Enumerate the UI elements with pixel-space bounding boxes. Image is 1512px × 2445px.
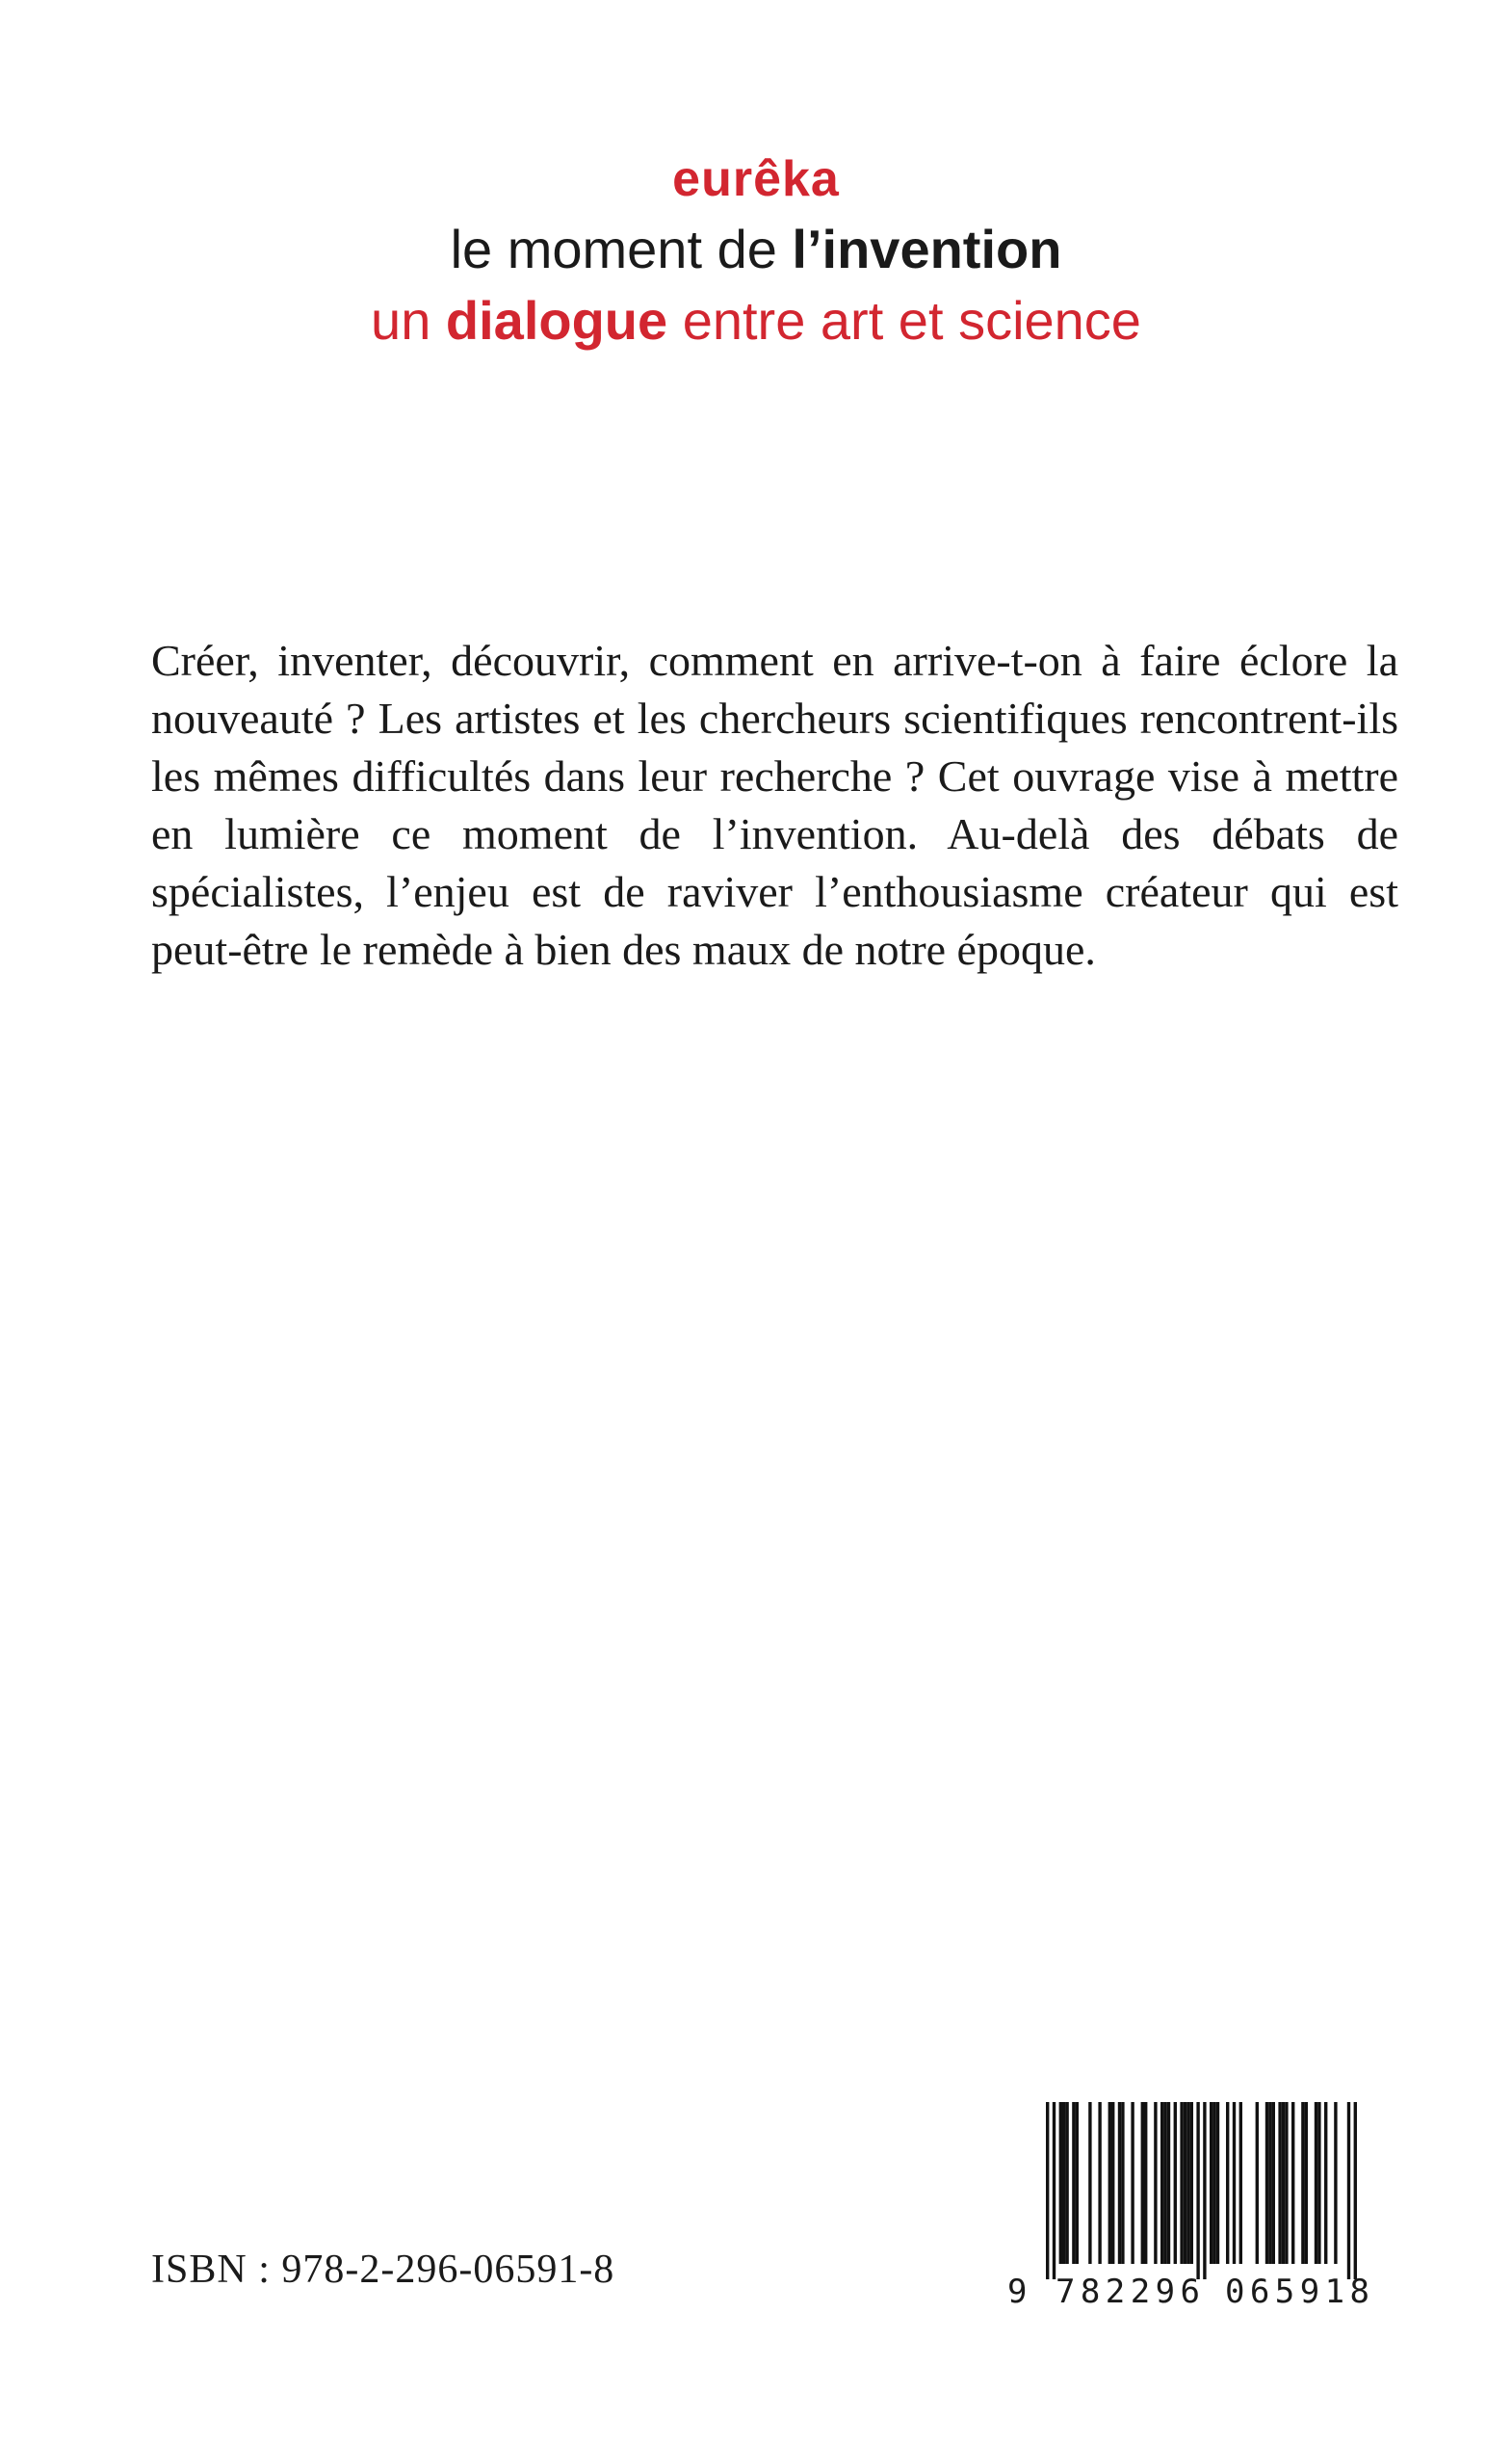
barcode-bar: [1131, 2102, 1134, 2264]
barcode-bar: [1265, 2102, 1268, 2264]
barcode-bar: [1226, 2102, 1229, 2264]
barcode-first-digit: 9: [1007, 2273, 1028, 2311]
barcode-bars: [1046, 2102, 1357, 2279]
barcode-bar: [1210, 2102, 1212, 2264]
barcode-bar: [1334, 2102, 1337, 2264]
barcode-bar: [1065, 2102, 1068, 2264]
barcode-bar: [1121, 2102, 1124, 2264]
barcode-bar: [1088, 2102, 1091, 2264]
barcode-bar: [1184, 2102, 1186, 2264]
barcode-bar: [1268, 2102, 1271, 2264]
barcode-bar: [1144, 2102, 1147, 2264]
barcode-bar: [1141, 2102, 1144, 2264]
barcode-bar: [1118, 2102, 1121, 2264]
barcode-graphic: [1002, 2100, 1406, 2312]
barcode-bar: [1305, 2102, 1308, 2264]
book-title: [0, 214, 1512, 285]
barcode-guard-bar: [1196, 2102, 1199, 2279]
book-subtitle-prefix: un: [371, 290, 446, 351]
barcode-guard-bar: [1053, 2102, 1056, 2279]
barcode-guard-bar: [1354, 2102, 1357, 2279]
barcode-bar: [1315, 2102, 1317, 2264]
barcode-bar: [1272, 2102, 1275, 2264]
cover-title-block: [0, 145, 1512, 356]
barcode-bar: [1291, 2102, 1294, 2264]
back-cover-blurb: Créer, inventer, découvrir, comment en arrive-t-on à faire éclore la nouveauté ? Les artistes et les chercheurs scientifiques rencontrent-ils les mêmes difficultés dans leur recherche ? Cet ouvrage vise à mettre en lumière ce moment de l’invention. Au-delà des débats de spécialistes, l’enjeu est de raviver l’enthousiasme créateur qui est peut-être le remède à bien des maux de notre époque.: [151, 636, 1398, 974]
barcode-bar: [1098, 2102, 1101, 2264]
barcode-bar: [1111, 2102, 1114, 2264]
barcode-bar: [1239, 2102, 1242, 2264]
barcode-bar: [1059, 2102, 1062, 2264]
barcode-bar: [1256, 2102, 1259, 2264]
barcode-bar: [1160, 2102, 1163, 2264]
series-title: eurêka: [672, 151, 840, 207]
barcode-bar: [1233, 2102, 1236, 2264]
barcode-bar: [1076, 2102, 1079, 2264]
barcode-bar: [1163, 2102, 1166, 2264]
barcode-bar: [1108, 2102, 1111, 2264]
barcode-bar: [1278, 2102, 1281, 2264]
barcode-bar: [1324, 2102, 1327, 2264]
barcode-bar: [1072, 2102, 1075, 2264]
book-title-prefix: le moment de: [450, 219, 793, 279]
barcode-bar: [1180, 2102, 1183, 2264]
barcode-bar: [1186, 2102, 1189, 2264]
barcode-bar: [1174, 2102, 1177, 2264]
barcode-bar: [1212, 2102, 1215, 2264]
barcode-right-digits: 065918: [1225, 2273, 1369, 2311]
barcode-bar: [1301, 2102, 1304, 2264]
barcode-guard-bar: [1347, 2102, 1350, 2279]
barcode-bar: [1216, 2102, 1219, 2264]
barcode-left-digits: 782296: [1056, 2273, 1200, 2311]
barcode: [1002, 2100, 1406, 2312]
barcode-guard-bar: [1203, 2102, 1206, 2279]
book-subtitle-suffix: entre art et science: [667, 290, 1141, 351]
barcode-bar: [1317, 2102, 1320, 2264]
book-title-bold: l’invention: [792, 219, 1062, 279]
barcode-bar: [1190, 2102, 1193, 2264]
barcode-bar: [1285, 2102, 1288, 2264]
barcode-bar: [1154, 2102, 1157, 2264]
barcode-bar: [1167, 2102, 1170, 2264]
isbn-label: ISBN : 978-2-296-06591-8: [151, 2248, 615, 2292]
book-subtitle-bold: dialogue: [445, 290, 668, 351]
barcode-bar: [1282, 2102, 1285, 2264]
book-subtitle: [0, 285, 1512, 356]
barcode-bar: [1062, 2102, 1065, 2264]
barcode-guard-bar: [1046, 2102, 1049, 2279]
